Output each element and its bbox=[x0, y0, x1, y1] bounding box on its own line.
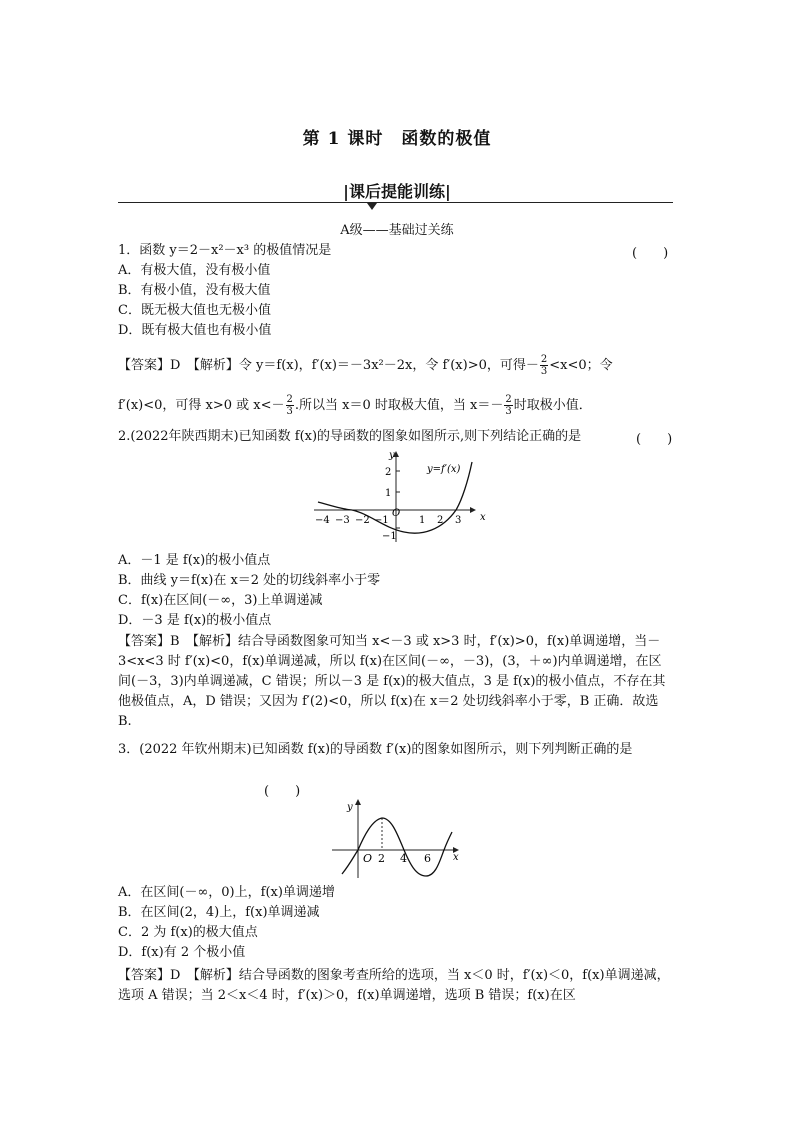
x-tick-label: −1 bbox=[374, 515, 389, 526]
fraction: $\frac{2}{3}$ bbox=[540, 354, 548, 377]
q3-option-d: D．f(x)有 2 个极小值 bbox=[118, 945, 246, 960]
q1-answer-line1: 【答案】D 【解析】令 y＝f(x)，f′(x)＝－3x²－2x，令 f′(x)>0，可得－ $\frac{2}{3}$ <x<0；令 bbox=[118, 354, 613, 377]
x-tick-label: 6 bbox=[424, 852, 431, 865]
x-tick-label: 3 bbox=[455, 515, 462, 526]
y-tick-label: 1 bbox=[385, 488, 392, 499]
q1-stem: 1．函数 y＝2－x²－x³ 的极值情况是 bbox=[118, 243, 332, 258]
x-tick-label: 1 bbox=[419, 515, 426, 526]
section-banner: |课后提能训练| bbox=[343, 182, 451, 201]
banner-triangle-icon bbox=[367, 203, 377, 210]
q3-answer-explanation: 【答案】D 【解析】结合导函数的图象考查所给的选项，当 x＜0 时，f′(x)＜0，f(x)单调递减，选项 A 错误；当 2＜x＜4 时，f′(x)＞0，f(x)单调递增，选项 B 错误；f(x)在区 bbox=[118, 968, 670, 1003]
q2-option-a: A．－1 是 f(x)的极小值点 bbox=[118, 553, 271, 568]
q1-option-c: C．既无极大值也无极小值 bbox=[118, 303, 271, 318]
y-axis-label: y bbox=[389, 450, 395, 461]
origin-label: O bbox=[392, 508, 401, 519]
q3-option-b: B．在区间(2，4)上，f(x)单调递减 bbox=[118, 905, 320, 920]
q3-stem: 3．(2022 年钦州期末)已知函数 f(x)的导函数 f′(x)的图象如图所示，则下列判断正确的是 bbox=[118, 742, 633, 757]
y-tick-label: −1 bbox=[382, 531, 397, 542]
q1-answer-paren: ( ) bbox=[632, 246, 669, 261]
q2-option-c: C．f(x)在区间(－∞，3)上单调递减 bbox=[118, 593, 323, 608]
y-axis-label: y bbox=[347, 802, 353, 813]
x-axis-label: x bbox=[480, 512, 486, 523]
fraction: $\frac{2}{3}$ bbox=[505, 394, 512, 417]
origin-label: O bbox=[363, 852, 373, 865]
q2-answer-explanation: 【答案】B 【解析】结合导函数图象可知当 x<－3 或 x>3 时，f′(x)>0，f(x)单调递增，当－3<x<3 时 f′(x)<0，f(x)单调递减，所以 f(x)在区间(－∞，－3)，(3，＋∞)内单调递增，在区间(－3，3)内单调递减，C 错误；所以－3 是 f(x)的极大值点，3 是 f(x)的极小值点，不存在其他极值点，A，D 错误；又因为 f′(2)<0，所以 f(x)在 x＝2 处切线斜率小于零，B 正确．故选 B. bbox=[118, 634, 666, 729]
q3-answer-paren: ( ) bbox=[264, 784, 301, 799]
banner-rule bbox=[118, 202, 673, 203]
q2-stem: 2.(2022年陕西期末)已知函数 f(x)的导函数的图象如图所示,则下列结论正确的是 bbox=[118, 429, 582, 444]
x-tick-label: −3 bbox=[335, 515, 350, 526]
q2-answer-paren: ( ) bbox=[636, 432, 673, 447]
x-tick-label: −2 bbox=[355, 515, 370, 526]
q3-option-a: A．在区间(－∞，0)上，f(x)单调递增 bbox=[118, 885, 335, 900]
q1-option-d: D．既有极大值也有极小值 bbox=[118, 323, 272, 338]
lesson-title: 第 1 课时 函数的极值 bbox=[302, 129, 492, 149]
q2-option-d: D．－3 是 f(x)的极小值点 bbox=[118, 613, 272, 628]
x-axis-label: x bbox=[453, 852, 459, 863]
x-tick-label: −4 bbox=[315, 515, 330, 526]
x-tick-label: 2 bbox=[437, 515, 444, 526]
fraction: $\frac{2}{3}$ bbox=[286, 394, 293, 417]
q2-option-b: B．曲线 y＝f(x)在 x＝2 处的切线斜率小于零 bbox=[118, 573, 381, 588]
x-tick-label: 4 bbox=[400, 852, 407, 865]
x-tick-label: 2 bbox=[378, 852, 385, 865]
q1-option-a: A．有极大值，没有极小值 bbox=[118, 263, 271, 278]
q3-option-c: C．2 为 f(x)的极大值点 bbox=[118, 925, 258, 940]
level-heading: A级——基础过关练 bbox=[340, 223, 454, 238]
q2-derivative-graph bbox=[310, 446, 490, 546]
y-tick-label: 2 bbox=[385, 467, 392, 478]
curve-label: y=f′(x) bbox=[427, 464, 461, 475]
q1-answer-line2: f′(x)<0，可得 x>0 或 x<－ $\frac{2}{3}$ .所以当 x＝0 时取极大值，当 x＝－ $\frac{2}{3}$ 时取极小值． bbox=[118, 394, 592, 417]
q1-option-b: B．有极小值，没有极大值 bbox=[118, 283, 271, 298]
q3-derivative-graph bbox=[330, 796, 465, 880]
